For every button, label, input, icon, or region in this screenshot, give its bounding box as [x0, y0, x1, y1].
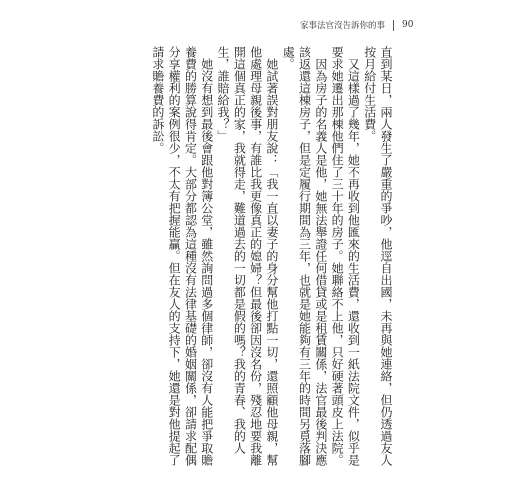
page-number: 90: [402, 20, 414, 30]
paragraph: 又這樣過了幾年，她不再收到他匯來的生活費，還收到一紙法院文件，似乎是要求她遷出那棟他們住了三十年的房子。她聯絡不上他，只好硬著頭皮上法院。: [330, 46, 361, 466]
header-divider: [393, 20, 394, 31]
paragraph: 她沒有想到最後會跟他對簿公堂，雖然詢問過多個律師，卻沒有人能把爭取贍養費的勝算說得肯定。大部分都認為這種沒有法律基礎的婚姻關係，卻請求配偶分享權利的案例很少，不太有把握能贏。但在友人的支持下，她還是對他提起了請求贍養費的訴訟。: [150, 46, 214, 466]
paragraph: 她試著誤對朋友說：「我一直以妻子的身分幫他打點一切，還照顧他母親，幫他處理母親後事，有誰比我更像真正的媳婦？但最後卻因沒名份，殘忍地要我離開這個真正的家，我就得走，難道過去的一切都是假的嗎？我的青春、我的人生，誰賠給我？」: [216, 46, 279, 466]
paragraph: 直到某日，兩人發生了嚴重的爭吵，他逕自出國，未再與她連絡，但仍透過友人按月給付生活費。: [362, 46, 393, 466]
page-header: [300, 18, 413, 32]
paragraph: 因為房子的名義人是他，她無法舉證任何借貸或是租賃關係，法官最後判決應該返還這棟房子，但是定履行期間為三年，也就是她能夠有三年的時間另覓落腳處。: [281, 46, 328, 466]
book-title: 家事法官沒告訴你的事: [300, 21, 386, 31]
body-text: [150, 46, 394, 466]
